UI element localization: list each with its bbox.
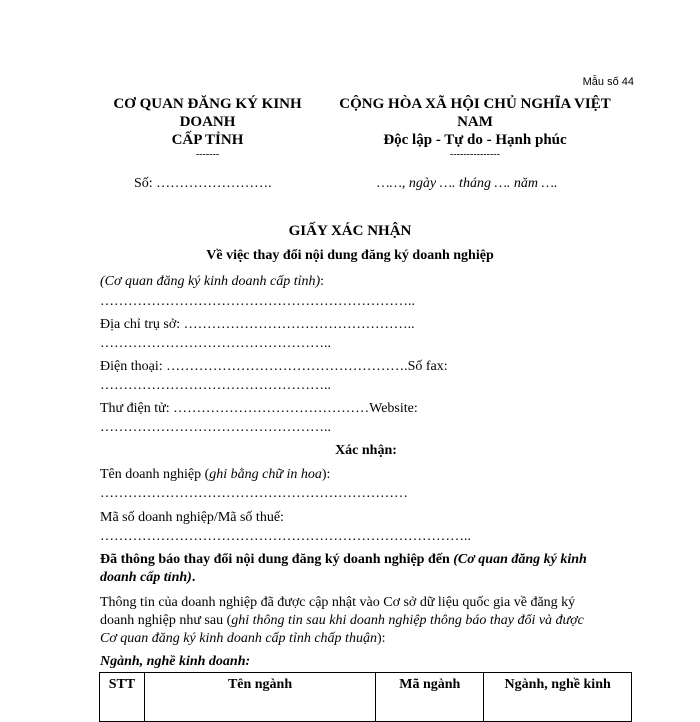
company-name-field (100, 466, 330, 484)
info-line2-hint: ghi thông tin sau khi doanh nghiệp thông báo thay đổi và được (231, 613, 584, 628)
national-header-line1: CỘNG HÒA XÃ HỘI CHỦ NGHĨA VIỆT (339, 96, 611, 112)
agency-header (100, 95, 315, 161)
business-lines-heading: Ngành, nghề kinh doanh: (100, 654, 251, 669)
info-line2-prefix: doanh nghiệp như sau ( (100, 613, 232, 628)
tax-code-dots: …………………………………………………………………….. (100, 529, 471, 544)
notice-paragraph-line2 (100, 569, 195, 587)
notice-agency-hint-end: doanh cấp tỉnh) (100, 570, 192, 585)
document-date: ……, ngày …. tháng …. năm …. (377, 176, 558, 191)
notice-paragraph (100, 551, 587, 569)
form-number: Mẫu số 44 (582, 76, 634, 88)
notice-period: . (191, 570, 196, 585)
info-line1: Thông tin của doanh nghiệp đã được cập nhật vào Cơ sở dữ liệu quốc gia về đăng ký (100, 595, 576, 610)
agency-name-dots: ………………………………………………………….. (100, 294, 415, 309)
notice-text: Đã thông báo thay đổi nội dung đăng ký doanh nghiệp đến (100, 552, 454, 567)
agency-name-field (100, 273, 324, 291)
agency-header-line1: CƠ QUAN ĐĂNG KÝ KINH (113, 96, 302, 112)
col-header-name: Tên ngành (144, 673, 375, 722)
table-header-row (100, 673, 632, 722)
tax-code-field: Mã số doanh nghiệp/Mã số thuế: (100, 510, 284, 525)
address-dots: ………………………………………….. (100, 336, 331, 351)
company-name-dots: ………………………………………………………… (100, 486, 408, 501)
notice-agency-hint: (Cơ quan đăng ký kinh (453, 552, 587, 567)
col-header-code: Mã ngành (376, 673, 484, 722)
national-header (330, 95, 620, 161)
info-line3-hint: Cơ quan đăng ký kinh doanh cấp tỉnh chấp thuận (100, 631, 377, 646)
phone-dots: ………………………………………….. (100, 378, 331, 393)
agency-name-colon: : (320, 274, 325, 289)
national-header-line2: NAM (457, 114, 493, 130)
document-subtitle: Về việc thay đổi nội dung đăng ký doanh nghiệp (206, 248, 494, 263)
document-title: GIẤY XÁC NHẬN (288, 223, 412, 239)
agency-name-label: (Cơ quan đăng ký kinh doanh cấp tỉnh) (100, 274, 321, 289)
info-line3-suffix: ): (376, 631, 386, 646)
agency-header-line3: CẤP TỈNH (171, 132, 244, 148)
col-header-business-line: Ngành, nghề kinh (484, 673, 632, 722)
agency-header-line2: DOANH (179, 114, 236, 130)
national-header-motto: Độc lập - Tự do - Hạnh phúc (383, 132, 567, 148)
info-line2 (100, 612, 584, 630)
phone-fax-field: Điện thoại: …………………………………………….Số fax: (100, 359, 448, 374)
email-dots: ………………………………………….. (100, 420, 331, 435)
company-name-prefix: Tên doanh nghiệp ( (100, 467, 210, 482)
company-name-hint: ghi bằng chữ in hoa (209, 467, 322, 482)
info-line3 (100, 630, 386, 648)
document-number: Số: ……………………. (134, 176, 272, 191)
col-header-stt: STT (100, 673, 145, 722)
address-field: Địa chỉ trụ sở: ………………………………………….. (100, 317, 415, 332)
agency-header-dash: ------- (195, 149, 220, 160)
email-website-field: Thư điện tử: ……………………………………Website: (100, 401, 418, 416)
business-lines-table (99, 672, 632, 722)
company-name-suffix: ): (321, 467, 331, 482)
confirm-heading: Xác nhận: (335, 443, 397, 458)
national-header-dash: --------------- (450, 149, 500, 160)
